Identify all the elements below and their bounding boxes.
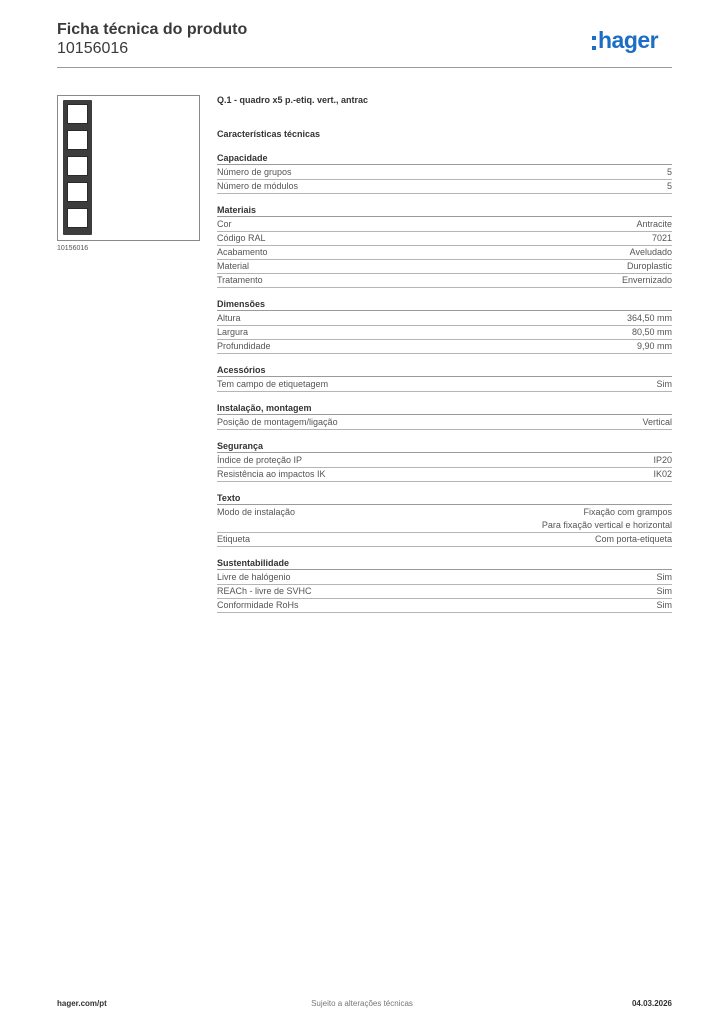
spec-label: Tratamento (217, 275, 263, 285)
group-title: Sustentabilidade (217, 557, 672, 570)
spec-group (217, 440, 672, 482)
spec-label: Número de módulos (217, 181, 299, 191)
spec-value-line: Para fixação vertical e horizontal (541, 520, 672, 530)
spec-label: Acabamento (217, 247, 268, 257)
spec-group (217, 152, 672, 194)
spec-label: Tem campo de etiquetagem (217, 379, 329, 389)
spec-row (217, 378, 672, 392)
spec-group (217, 204, 672, 288)
spec-row (217, 274, 672, 288)
spec-label: Altura (217, 313, 241, 323)
frame-slot (67, 130, 88, 150)
footer-website[interactable]: hager.com/pt (57, 999, 107, 1008)
spec-row (217, 506, 672, 533)
spec-value: Sim (656, 572, 672, 582)
spec-row (217, 180, 672, 194)
spec-row (217, 585, 672, 599)
spec-label: Posição de montagem/ligação (217, 417, 338, 427)
frame-5-gang-icon (63, 100, 92, 235)
spec-label: REACh - livre de SVHC (217, 586, 312, 596)
spec-row (217, 246, 672, 260)
spec-label: Largura (217, 327, 249, 337)
spec-row (217, 218, 672, 232)
spec-row (217, 599, 672, 613)
spec-value: 7021 (651, 233, 672, 243)
spec-value: Aveludado (629, 247, 672, 257)
spec-label: Cor (217, 219, 232, 229)
spec-label: Livre de halógenio (217, 572, 291, 582)
spec-row (217, 454, 672, 468)
spec-row (217, 166, 672, 180)
spec-value: IK02 (653, 469, 672, 479)
spec-row (217, 571, 672, 585)
spec-label: Índice de proteção IP (217, 455, 303, 465)
product-code: 10156016 (57, 40, 129, 57)
spec-label: Resistência ao impactos IK (217, 469, 326, 479)
spec-label: Etiqueta (217, 534, 251, 544)
spec-value-line: Fixação com grampos (583, 507, 672, 517)
frame-slot (67, 104, 88, 124)
spec-value: Envernizado (621, 275, 672, 285)
footer-date: 04.03.2026 (631, 999, 672, 1008)
product-image-ref: 10156016 (57, 245, 89, 252)
frame-slot (67, 208, 88, 228)
footer-notice: Sujeito a alterações técnicas (311, 999, 413, 1008)
page-title: Ficha técnica do produto (57, 21, 248, 38)
frame-slot (67, 156, 88, 176)
spec-group (217, 364, 672, 392)
spec-row (217, 326, 672, 340)
spec-row (217, 312, 672, 326)
spec-group (217, 402, 672, 430)
spec-row (217, 533, 672, 547)
spec-group (217, 557, 672, 613)
group-title: Dimensões (217, 298, 672, 311)
spec-label: Número de grupos (217, 167, 292, 177)
spec-value: Com porta-etiqueta (594, 534, 672, 544)
group-title: Materiais (217, 204, 672, 217)
spec-label: Código RAL (217, 233, 266, 243)
spec-group (217, 492, 672, 547)
spec-row (217, 468, 672, 482)
frame-slot (67, 182, 88, 202)
product-name: Q.1 - quadro x5 p.-etiq. vert., antrac (217, 95, 369, 105)
group-title: Texto (217, 492, 672, 505)
spec-label: Material (217, 261, 250, 271)
spec-sheet (217, 94, 672, 623)
spec-value: Sim (656, 600, 672, 610)
group-title: Acessórios (217, 364, 672, 377)
spec-value: 80,50 mm (631, 327, 672, 337)
spec-label: Conformidade RoHs (217, 600, 299, 610)
spec-groups (217, 152, 672, 613)
spec-row (217, 340, 672, 354)
spec-heading: Características técnicas (217, 129, 321, 139)
spec-value: Sim (656, 379, 672, 389)
header-divider (57, 67, 672, 68)
group-title: Instalação, montagem (217, 402, 672, 415)
logo-text: hager (598, 27, 659, 53)
spec-value: 5 (666, 181, 672, 191)
spec-value: 364,50 mm (626, 313, 672, 323)
spec-value (542, 506, 672, 532)
spec-value: Duroplastic (626, 261, 672, 271)
spec-row (217, 232, 672, 246)
spec-row (217, 260, 672, 274)
spec-value: 9,90 mm (636, 341, 672, 351)
spec-value: IP20 (653, 455, 672, 465)
spec-label: Profundidade (217, 341, 271, 351)
spec-value: Sim (656, 586, 672, 596)
spec-value: Vertical (642, 417, 672, 427)
group-title: Segurança (217, 440, 672, 453)
spec-value: Antracite (636, 219, 672, 229)
logo-colon-icon (592, 36, 596, 50)
spec-label: Modo de instalação (217, 507, 296, 517)
spec-group (217, 298, 672, 354)
product-image (57, 95, 200, 241)
spec-row (217, 416, 672, 430)
hager-logo (592, 27, 658, 57)
spec-value: 5 (666, 167, 672, 177)
group-title: Capacidade (217, 152, 672, 165)
